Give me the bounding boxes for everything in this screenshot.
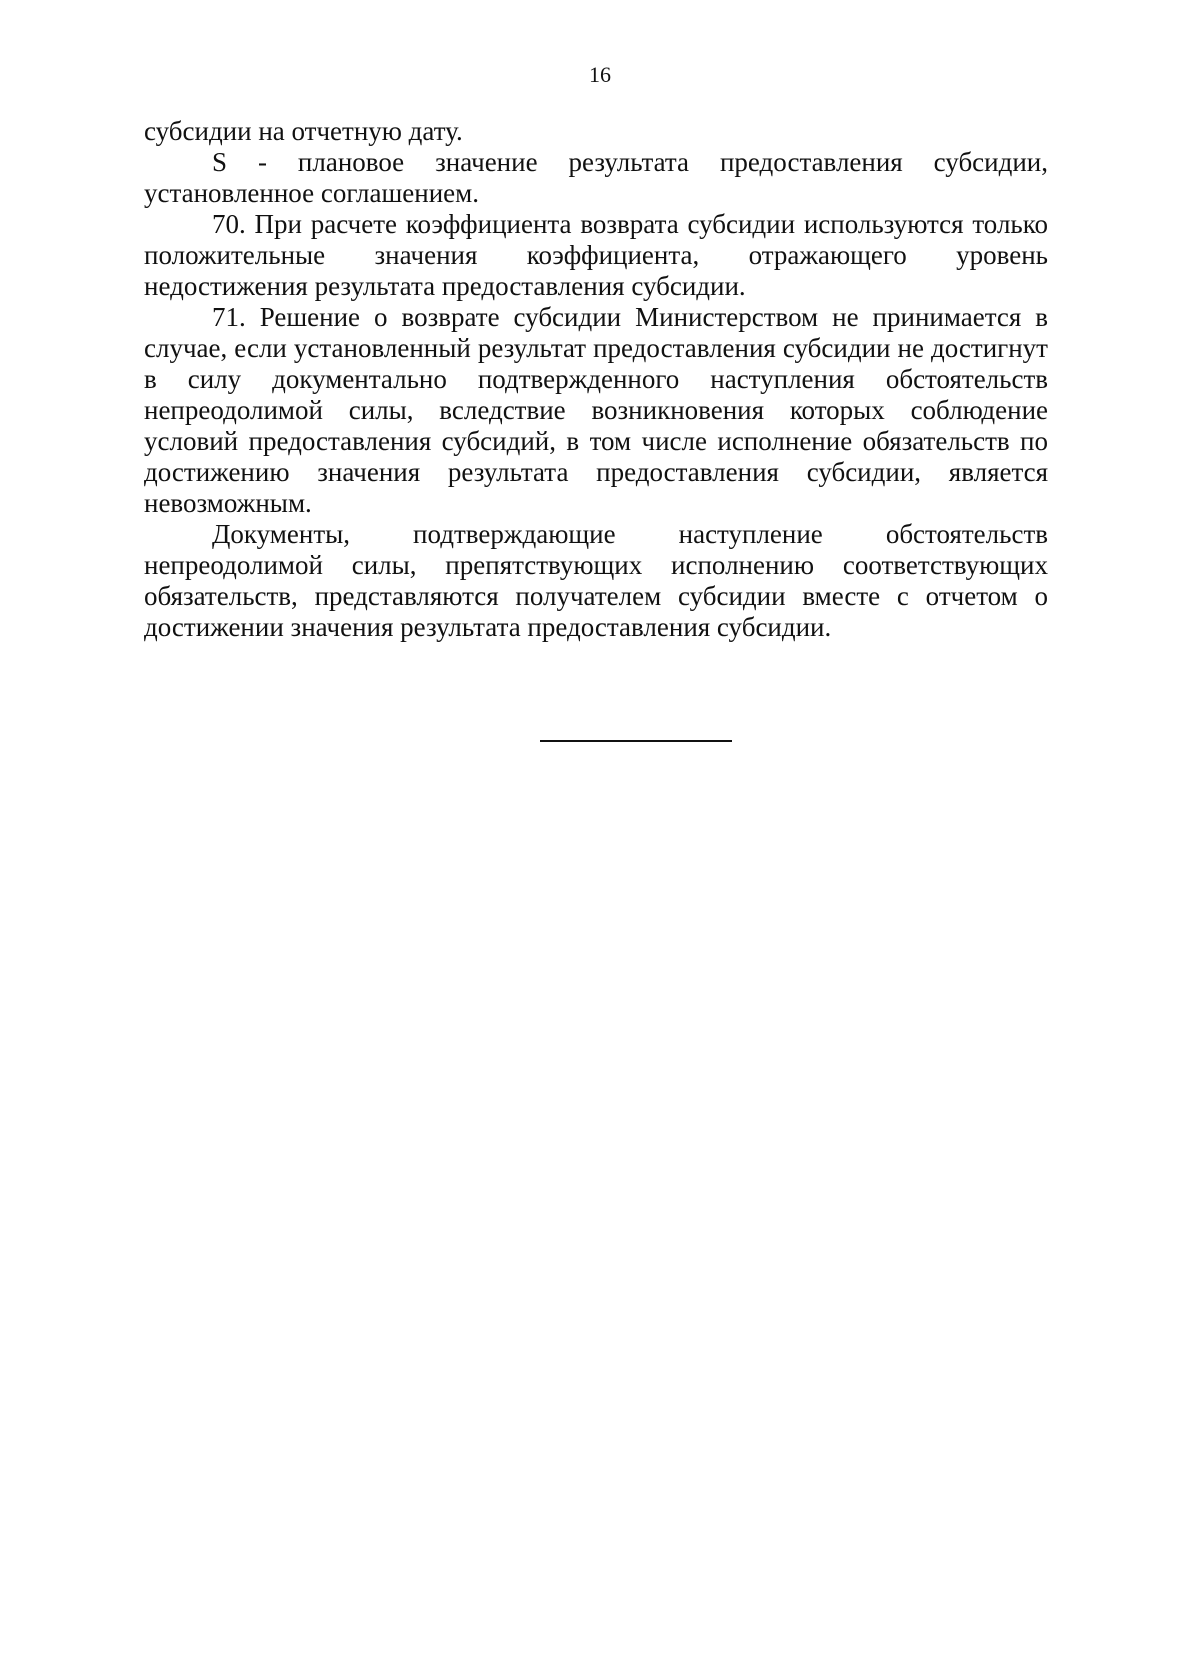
paragraph-continuation: субсидии на отчетную дату. <box>144 116 463 146</box>
paragraph-70: 70. При расчете коэффициента возврата субсидии используются только положительные значения коэффициента, отражающего уровень недостижения результата предоставления субсидии. <box>144 209 1048 301</box>
end-of-document-rule <box>540 740 732 742</box>
paragraph-s-definition: S - плановое значение результата предоставления субсидии, установленное соглашением. <box>144 147 1048 208</box>
paragraph-documents: Документы, подтверждающие наступление обстоятельств непреодолимой силы, препятствующих исполнению соответствующих обязательств, представляются получателем субсидии вместе с отчетом о достижении значения результата предоставления субсидии. <box>144 519 1048 642</box>
paragraph-71: 71. Решение о возврате субсидии Министерством не принимается в случае, если установленный результат предоставления субсидии не достигнут в силу документально подтвержденного наступления обстоятельств непреодолимой силы, вследствие возникновения которых соблюдение условий предоставления субсидий, в том числе исполнение обязательств по достижению значения результата предоставления субсидии, является невозможным. <box>144 302 1048 518</box>
document-body <box>144 116 1048 643</box>
page-number: 16 <box>589 62 611 87</box>
